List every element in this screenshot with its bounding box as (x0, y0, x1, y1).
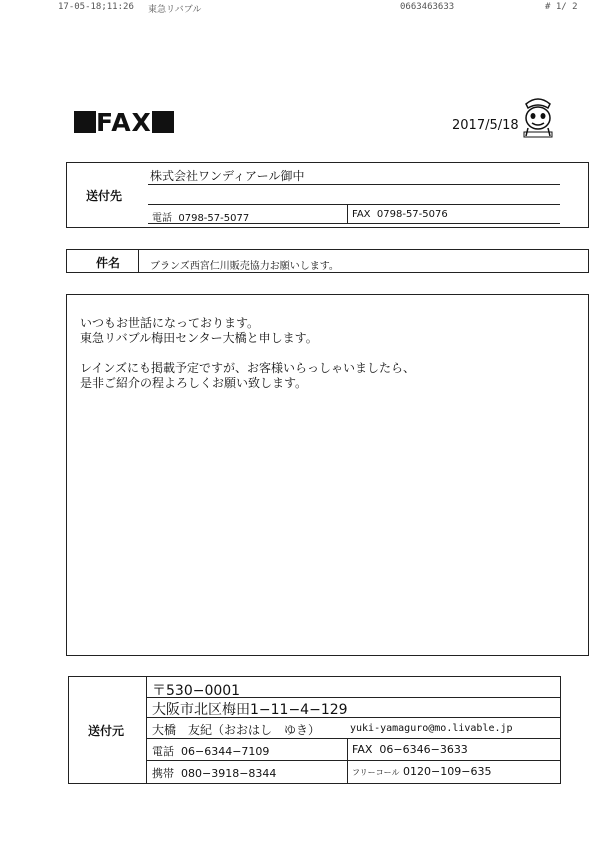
sender-freecall (352, 765, 491, 778)
recipient-tel (152, 209, 249, 224)
title-prefix-block (74, 111, 96, 133)
recipient-tel-label: 電話 (152, 213, 172, 224)
recipient-fax-value: 0798-57-5076 (376, 209, 448, 220)
title-text: FAX (96, 108, 152, 137)
message-line-4: レインズにも掲載予定ですが、お客様いらっしゃいましたら、 (80, 361, 416, 375)
fax-sender-short: 東急リバブル (148, 5, 202, 15)
sender-row-line-4 (147, 760, 560, 761)
fax-timestamp: 17-05-18;11:26 (58, 2, 134, 12)
fax-number: 0663463633 (400, 2, 455, 12)
sender-mobile-value: 080−3918−8344 (181, 767, 277, 780)
sender-contact-divider (347, 739, 348, 783)
sender-address: 大阪市北区梅田1−11−4−129 (152, 702, 348, 718)
sender-label-divider (146, 677, 147, 783)
sender-tel (152, 743, 269, 759)
sender-row-line-2 (147, 717, 560, 718)
sender-row-line-1 (147, 697, 560, 698)
sender-tel-value: 06−6344−7109 (181, 745, 270, 758)
recipient-company: 株式会社ワンディアール御中 (150, 169, 305, 183)
sender-postal: 〒530−0001 (152, 683, 241, 699)
subject-text: ブランズ西宮仁川販売協力お願いします。 (150, 261, 339, 272)
recipient-tel-underline (148, 223, 560, 224)
sender-fax-value: 06−6346−3633 (379, 743, 468, 756)
sender-mobile-label: 携帯 (152, 767, 174, 780)
subject-label: 件名 (96, 256, 121, 270)
sender-label: 送付元 (88, 724, 125, 738)
subject-divider (138, 250, 139, 272)
message-line-2: 東急リバブル梅田センター大橋と申します。 (80, 331, 318, 345)
sender-email: yuki-yamaguro@mo.livable.jp (350, 723, 513, 734)
recipient-label: 送付先 (86, 189, 123, 203)
sender-fax (352, 743, 468, 756)
recipient-fax (352, 209, 448, 220)
sender-fax-label: FAX (352, 743, 373, 756)
document-date: 2017/5/18 (452, 118, 519, 133)
recipient-divider (347, 205, 348, 224)
title-suffix-block (152, 111, 174, 133)
recipient-box (66, 162, 589, 228)
message-line-1: いつもお世話になっております。 (80, 316, 260, 330)
message-box (66, 294, 589, 656)
recipient-tel-value: 0798-57-5077 (178, 213, 250, 224)
recipient-company-underline (148, 184, 560, 185)
recipient-fax-label: FAX (352, 209, 371, 220)
sender-row-line-3 (147, 738, 560, 739)
recipient-spacer-line (148, 204, 560, 205)
message-line-5: 是非ご紹介の程よろしくお願い致します。 (80, 376, 308, 390)
sender-freecall-value: 0120−109−635 (403, 765, 492, 778)
fax-page: # 1/ 2 (545, 2, 578, 12)
mascot-stamp-icon (518, 94, 558, 138)
fax-title (74, 108, 174, 137)
sender-freecall-label: フリーコール (352, 768, 400, 777)
sender-name: 大橋 友紀（おおはし ゆき） (152, 723, 321, 737)
sender-tel-label: 電話 (152, 745, 174, 758)
sender-mobile (152, 765, 276, 781)
